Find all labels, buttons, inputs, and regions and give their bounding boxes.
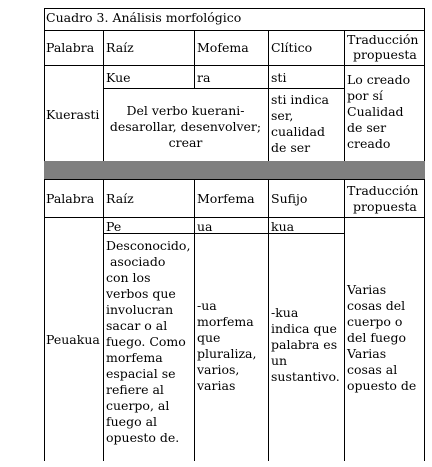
border bbox=[268, 30, 269, 161]
translation-line: de ser bbox=[347, 120, 387, 135]
border bbox=[103, 179, 104, 461]
root-note-line: fuego. Como bbox=[106, 334, 186, 349]
morpheme-cell: ra bbox=[197, 70, 211, 85]
border bbox=[194, 30, 195, 89]
description-line: desarollar, desenvolver; bbox=[109, 119, 262, 134]
header-propuesta: propuesta bbox=[353, 47, 417, 62]
border bbox=[344, 179, 345, 461]
translation-line: Varias bbox=[347, 282, 387, 297]
border bbox=[103, 233, 344, 234]
border bbox=[424, 30, 425, 161]
border bbox=[194, 179, 195, 461]
header-mofema: Mofema bbox=[197, 40, 249, 55]
border bbox=[344, 30, 345, 161]
header-sufijo: Sufijo bbox=[271, 191, 308, 206]
morpheme-note-line: varias bbox=[197, 378, 236, 393]
clitic-note-line: cualidad bbox=[271, 124, 325, 139]
root-note-line: verbos que bbox=[106, 286, 176, 301]
word-cell: Kuerasti bbox=[46, 107, 100, 122]
border bbox=[44, 8, 45, 30]
root-cell: Kue bbox=[106, 70, 131, 85]
word-cell: Peuakua bbox=[46, 332, 100, 347]
suffix-note-line: sustantivo. bbox=[271, 369, 340, 384]
translation-line: Lo creado bbox=[347, 72, 411, 87]
clitic-note-line: sti indica bbox=[271, 92, 329, 107]
header-traduccion: Traducción bbox=[347, 183, 419, 198]
border bbox=[424, 179, 425, 461]
translation-line: del fuego bbox=[347, 330, 406, 345]
border bbox=[103, 88, 344, 89]
morpheme-note-line: pluraliza, bbox=[197, 346, 257, 361]
header-morfema: Morfema bbox=[197, 191, 255, 206]
translation-line: cosas del bbox=[347, 298, 406, 313]
translation-line: Varias bbox=[347, 346, 387, 361]
translation-line: cuerpo o bbox=[347, 314, 403, 329]
description-line: crear bbox=[168, 135, 203, 150]
description-line: Del verbo kuerani- bbox=[126, 103, 245, 118]
root-note-line: sacar o al bbox=[106, 318, 168, 333]
suffix-note-line: -kua bbox=[271, 305, 299, 320]
border bbox=[44, 217, 425, 218]
suffix-note-line: palabra es bbox=[271, 337, 338, 352]
suffix-cell: kua bbox=[271, 219, 295, 234]
clitic-note-line: ser, bbox=[271, 108, 294, 123]
root-note-line: morfema bbox=[106, 350, 163, 365]
clitic-note-line: de ser bbox=[271, 140, 311, 155]
header-palabra: Palabra bbox=[46, 40, 95, 55]
morpheme-note-line: que bbox=[197, 330, 221, 345]
root-note-line: refiere al bbox=[106, 382, 164, 397]
translation-line: Cualidad bbox=[347, 104, 404, 119]
root-note-line: con los bbox=[106, 270, 151, 285]
root-note-line: cuerpo, al bbox=[106, 398, 170, 413]
morpheme-note-line: -ua bbox=[197, 298, 217, 313]
header-traduccion: Traducción bbox=[347, 32, 419, 47]
translation-line: cosas al bbox=[347, 362, 398, 377]
header-clitico: Clítico bbox=[271, 40, 313, 55]
clitic-cell: sti bbox=[271, 70, 287, 85]
morpheme-cell: ua bbox=[197, 219, 213, 234]
border bbox=[44, 179, 425, 180]
header-raiz: Raíz bbox=[106, 40, 134, 55]
table-caption: Cuadro 3. Análisis morfológico bbox=[46, 10, 242, 25]
separator-band bbox=[44, 161, 425, 179]
root-note-line: fuego al bbox=[106, 414, 158, 429]
root-note-line: espacial se bbox=[106, 366, 176, 381]
root-cell: Pe bbox=[106, 219, 122, 234]
border bbox=[268, 179, 269, 461]
border bbox=[44, 65, 425, 66]
suffix-note-line: indica que bbox=[271, 321, 337, 336]
border bbox=[44, 8, 425, 9]
border bbox=[44, 30, 425, 31]
morpheme-note-line: morfema bbox=[197, 314, 254, 329]
header-palabra: Palabra bbox=[46, 191, 95, 206]
root-note-line: involucran bbox=[106, 302, 174, 317]
border bbox=[424, 8, 425, 30]
header-raiz: Raíz bbox=[106, 191, 134, 206]
root-note-line: opuesto de. bbox=[106, 430, 180, 445]
suffix-note-line: un bbox=[271, 353, 288, 368]
border bbox=[44, 30, 45, 161]
root-note-line: Desconocido, bbox=[106, 238, 191, 253]
morpheme-note-line: varios, bbox=[197, 362, 240, 377]
border bbox=[44, 179, 45, 461]
translation-line: creado bbox=[347, 136, 391, 151]
translation-line: opuesto de bbox=[347, 378, 417, 393]
header-propuesta: propuesta bbox=[353, 199, 417, 214]
root-note-line: asociado bbox=[106, 254, 166, 269]
translation-line: por sí bbox=[347, 88, 383, 103]
